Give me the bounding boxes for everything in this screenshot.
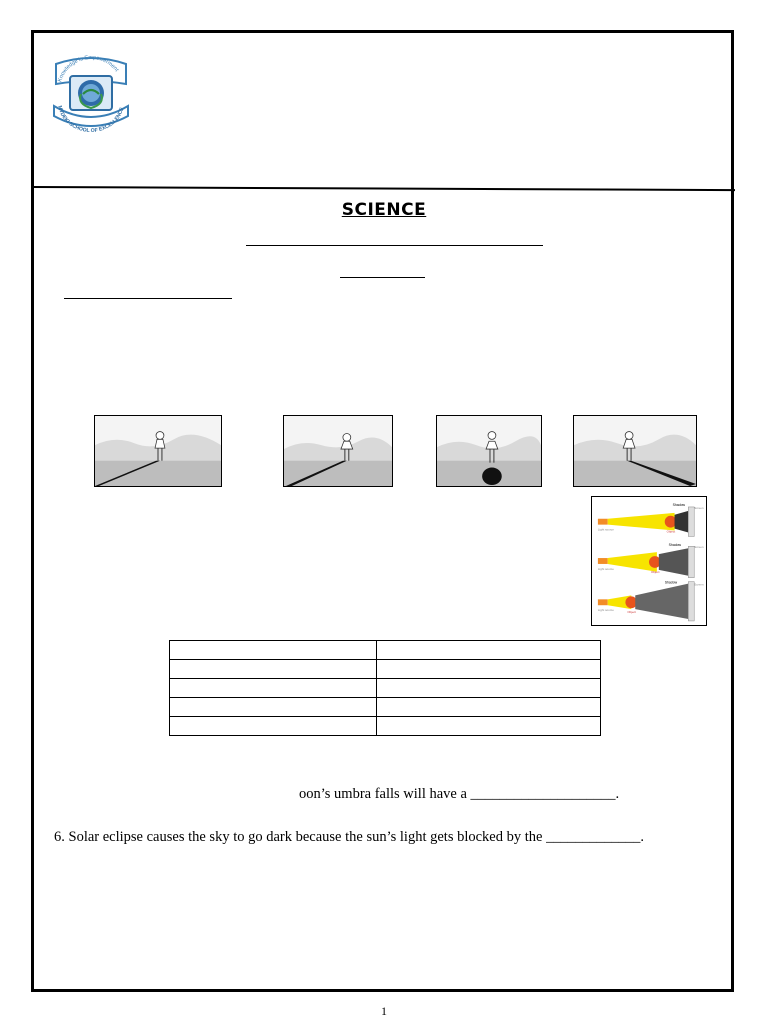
- table-cell[interactable]: [377, 717, 601, 736]
- question-6: 6. Solar eclipse causes the sky to go dark because the sun’s light gets blocked by the _____________.: [54, 829, 644, 845]
- worksheet-title: SCIENCE: [341, 200, 427, 220]
- table-cell[interactable]: [170, 679, 377, 698]
- diagram-label-screen-3: Screen: [694, 582, 704, 587]
- diagram-label-screen-1: Screen: [694, 505, 704, 510]
- shadow-picture-3: [436, 415, 542, 487]
- table-cell[interactable]: [170, 660, 377, 679]
- diagram-label-light-2: Light source: [597, 566, 614, 571]
- shadow-picture-2: [283, 415, 393, 487]
- table-row: [170, 717, 601, 736]
- table-cell[interactable]: [377, 698, 601, 717]
- table-row: [170, 660, 601, 679]
- diagram-label-object-3: Object: [627, 610, 636, 615]
- question-5-fragment: oon’s umbra falls will have a ____________________.: [299, 786, 620, 802]
- name-line: [246, 245, 543, 246]
- table-row: [170, 641, 601, 660]
- table-row: [170, 679, 601, 698]
- answer-table: [169, 640, 601, 736]
- diagram-label-light-3: Light source: [597, 608, 614, 613]
- diagram-label-shadow-3: Shadow: [664, 580, 678, 585]
- shadow-picture-1: [94, 415, 222, 487]
- shadow-picture-4: [573, 415, 697, 487]
- date-line: [340, 277, 425, 278]
- svg-text:MYDEKI SCHOOL OF EXCELLENCE: MYDEKI SCHOOL OF EXCELLENCE: [56, 105, 126, 135]
- diagram-label-shadow-1: Shadow: [672, 502, 685, 507]
- school-logo: [48, 50, 134, 136]
- table-cell[interactable]: [377, 660, 601, 679]
- table-cell[interactable]: [170, 717, 377, 736]
- table-cell[interactable]: [377, 679, 601, 698]
- heading-line: [64, 298, 232, 299]
- table-cell[interactable]: [170, 641, 377, 660]
- page-number: 1: [381, 1004, 387, 1018]
- diagram-label-shadow-2: Shadow: [668, 543, 682, 548]
- diagram-label-object-2: Object: [650, 569, 660, 574]
- diagram-label-screen-2: Screen: [694, 545, 704, 550]
- shadow-size-diagram: [591, 496, 707, 626]
- diagram-label-light-1: Light source: [597, 527, 614, 532]
- diagram-label-object-1: Object: [666, 529, 676, 534]
- table-cell[interactable]: [377, 641, 601, 660]
- table-row: [170, 698, 601, 717]
- svg-text:Knowledge is Empowerment: Knowledge is Empowerment: [57, 54, 120, 83]
- table-cell[interactable]: [170, 698, 377, 717]
